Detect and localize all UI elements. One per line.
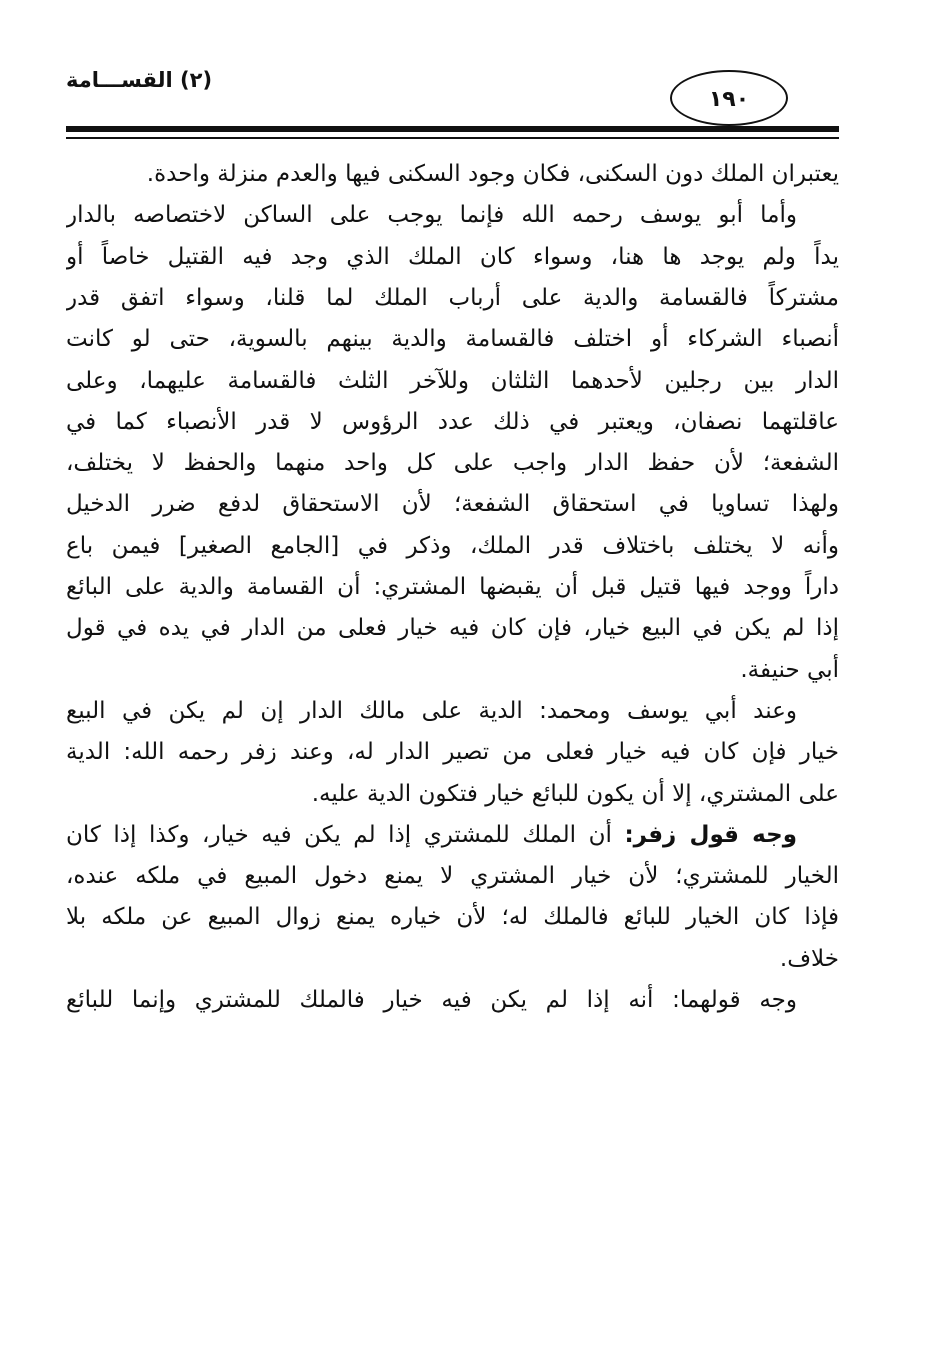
text-line: داراً ووجد فيها قتيل قبل أن يقبضها المشتري: أن القسامة والدية على البائع [66,574,839,600]
lead-in-bold: وجه قول زفر: [624,821,797,848]
text-line: الشفعة؛ لأن حفظ الدار واجب على كل واحد منهما والحفظ لا يختلف، [66,450,839,477]
text-line: خيار فإن كان فيه خيار فعلى من تصير الدار له، وعند زفر رحمه الله: الدية [66,739,839,766]
header-rule-thick [66,126,839,132]
page-number-oval [670,70,788,126]
page-number: ١٩٠ [708,86,750,112]
text-line: إذا لم يكن في البيع خيار، فإن كان فيه خيار فعلى من الدار في يده في قول [66,615,839,642]
text-line: خلاف. [779,945,839,972]
text-line: الخيار للمشتري؛ لأن خيار المشتري لا يمنع دخول المبيع في ملكه عنده، [66,863,839,890]
text-line: يعتبران الملك دون السكنى، فكان وجود السكنى فيها والعدم منزلة واحدة. [146,161,839,187]
text-line: على المشتري، إلا أن يكون للبائع خيار فتكون الدية عليه. [311,780,839,807]
running-head-title: (٢) القســـامة [66,68,213,92]
text-line: مشتركاً فالقسامة والدية على أرباب الملك لما قلنا، وسواء اتفق قدر [66,284,839,311]
text-line: الدار بين رجلين لأحدهما الثلثان وللآخر الثلث فالقسامة عليهما، وعلى [66,367,839,394]
header-rule-thin [66,137,839,139]
text-line: أنصباء الشركاء أو اختلف فالقسامة والدية بينهم بالسوية، حتى لو كانت [66,326,839,353]
text-line: وجه قول زفر: أن الملك للمشتري إذا لم يكن فيه خيار، وكذا إذا كان [66,821,797,848]
text-line: يداً ولم يوجد ها هنا، وسواء كان الملك الذي وجد فيه القتيل خاصاً أو [66,243,839,270]
text-line: وأنه لا يختلف باختلاف قدر الملك، وذكر في [الجامع الصغير] فيمن باع [66,532,839,559]
text-line: فإذا كان الخيار للبائع فالملك له؛ لأن خياره يمنع زوال المبيع عن ملكه بلا [66,904,839,931]
text-line: عاقلتهما نصفان، ويعتبر في ذلك عدد الرؤوس لا قدر الأنصباء كما في [66,408,839,435]
text-line: وعند أبي يوسف ومحمد: الدية على مالك الدار إن لم يكن في البيع [66,697,797,724]
text-line: ولهذا تساويا في استحقاق الشفعة؛ لأن الاستحقاق لدفع ضرر الدخيل [66,491,839,518]
text-line: أبي حنيفة. [740,656,839,683]
text-line: وأما أبو يوسف رحمه الله فإنما يوجب على الساكن لاختصاصه بالدار [66,202,797,229]
text-line: وجه قولهما: أنه إذا لم يكن فيه خيار فالملك للمشتري وإنما للبائع [66,987,797,1013]
